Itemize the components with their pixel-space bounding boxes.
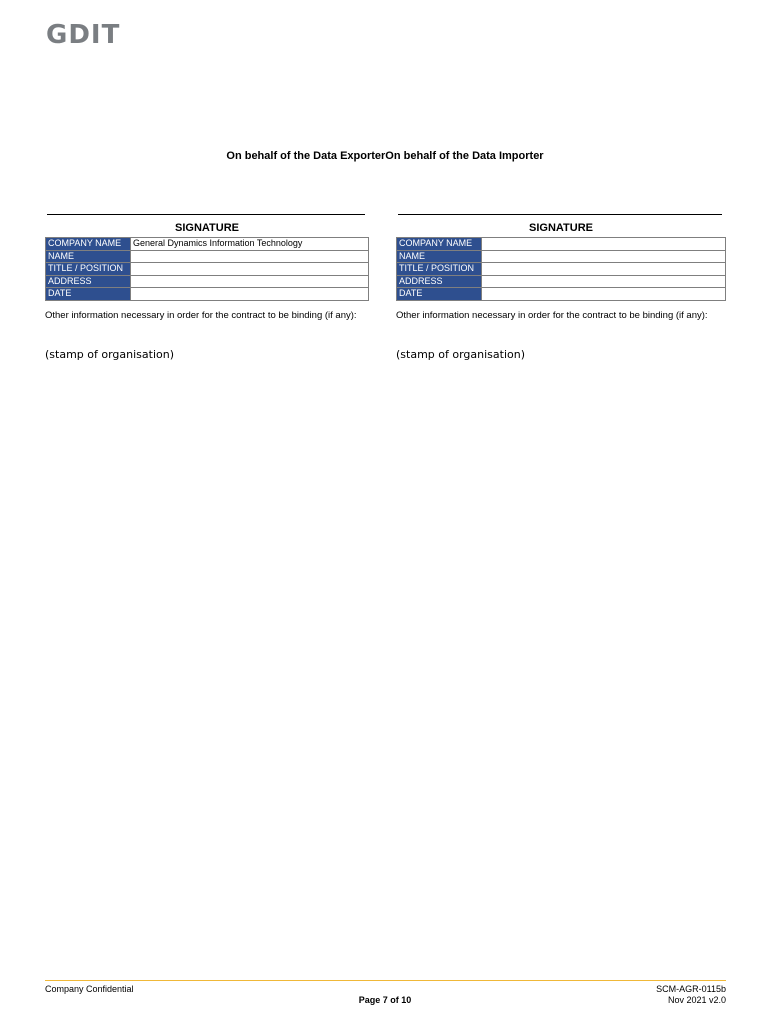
importer-company-name-field[interactable]: [482, 238, 726, 251]
importer-name-field[interactable]: [482, 250, 726, 263]
exporter-address-label: ADDRESS: [46, 275, 131, 288]
exporter-name-field[interactable]: [131, 250, 369, 263]
document-version: Nov 2021 v2.0: [667, 995, 726, 1005]
table-row: [397, 238, 726, 251]
exporter-company-name-label: COMPANY NAME: [46, 238, 131, 251]
exporter-address-field[interactable]: [131, 275, 369, 288]
exporter-title-label: TITLE / POSITION: [46, 263, 131, 276]
exporter-info-table: [45, 237, 369, 301]
table-row: [46, 238, 369, 251]
page-number: Page 7 of 10: [358, 995, 412, 1005]
exporter-company-name-field[interactable]: General Dynamics Information Technology: [131, 238, 369, 251]
footer-confidential: Company Confidential: [45, 984, 134, 994]
exporter-title-field[interactable]: [131, 263, 369, 276]
table-row: [46, 275, 369, 288]
importer-stamp-text: (stamp of organisation): [396, 347, 526, 361]
importer-column: [396, 206, 726, 361]
document-code: SCM-AGR-0115b: [656, 984, 726, 994]
importer-other-info: Other information necessary in order for the contract to be binding (if any):: [396, 309, 708, 321]
page-heading: On behalf of the Data ExporterOn behalf of the Data Importer: [226, 150, 544, 162]
importer-company-name-label: COMPANY NAME: [397, 238, 482, 251]
exporter-name-label: NAME: [46, 250, 131, 263]
exporter-signature-line: [47, 206, 365, 215]
exporter-stamp-text: (stamp of organisation): [45, 347, 175, 361]
document-reference: [656, 984, 726, 1006]
exporter-date-label: DATE: [46, 288, 131, 301]
exporter-other-info: Other information necessary in order for the contract to be binding (if any):: [45, 309, 357, 321]
importer-title-field[interactable]: [482, 263, 726, 276]
importer-info-table: [396, 237, 726, 301]
table-row: [397, 288, 726, 301]
importer-date-field[interactable]: [482, 288, 726, 301]
importer-title-label: TITLE / POSITION: [397, 263, 482, 276]
gdit-logo: GDIT: [46, 20, 121, 50]
exporter-date-field[interactable]: [131, 288, 369, 301]
table-row: [46, 288, 369, 301]
importer-signature-label: SIGNATURE: [529, 222, 593, 234]
table-row: [397, 263, 726, 276]
importer-signature-line: [398, 206, 722, 215]
table-row: [46, 250, 369, 263]
footer-divider: [45, 980, 726, 981]
importer-name-label: NAME: [397, 250, 482, 263]
exporter-signature-label: SIGNATURE: [175, 222, 239, 234]
table-row: [46, 263, 369, 276]
table-row: [397, 250, 726, 263]
exporter-column: [45, 206, 369, 361]
importer-address-field[interactable]: [482, 275, 726, 288]
importer-address-label: ADDRESS: [397, 275, 482, 288]
table-row: [397, 275, 726, 288]
importer-date-label: DATE: [397, 288, 482, 301]
